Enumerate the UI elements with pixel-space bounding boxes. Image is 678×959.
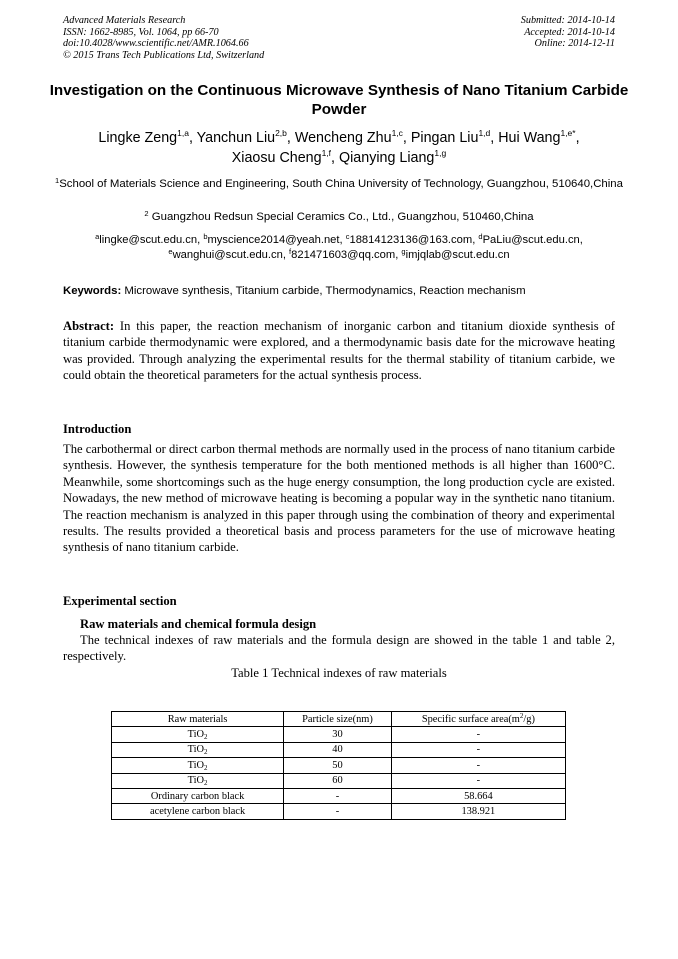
affiliation-text: School of Materials Science and Engineering, South China University of Technology, Guangzhou, 510640,China [59, 178, 623, 190]
email-mark: e [168, 247, 173, 256]
column-header-raw-materials: Raw materials [112, 712, 284, 727]
cell-particle-size: - [284, 788, 392, 803]
affiliation-text: Guangzhou Redsun Special Ceramics Co., Ltd., Guangzhou, 510460,China [151, 211, 534, 223]
author-name: Qianying Liang [339, 150, 435, 166]
material-name: Ordinary carbon black [150, 790, 245, 802]
material-name: TiO [187, 744, 205, 756]
author-name: Lingke Zeng [98, 130, 178, 146]
email-link[interactable]: wanghui@scut.edu.cn [172, 249, 283, 261]
affiliation-mark: 1 [55, 176, 60, 185]
column-header-surface-area [391, 712, 565, 727]
header-superscript: 2 [519, 711, 524, 720]
author-name: Wencheng Zhu [294, 130, 392, 146]
table-header-row [112, 712, 566, 727]
subsection-heading-raw-materials: Raw materials and chemical formula design [80, 617, 317, 631]
cell-material [112, 758, 284, 773]
author-list: Lingke Zeng$^{1,a}$, Yanchun Liu$^{2,b}$, Wencheng Zhu$^{1,c}$, Pingan Liu$^{1,d}$, Hui Wang$^{1,e*}$, Xiaosu Cheng$^{1,f}$, Qianying Liang$^{1,g}$ [98, 128, 580, 166]
cell-particle-size: 60 [284, 773, 392, 788]
cell-surface-area: - [391, 758, 565, 773]
email-mark: a [95, 232, 100, 241]
author-affil-mark: 1,f [321, 148, 332, 158]
cell-surface-area: 138.921 [391, 804, 565, 819]
email-link[interactable]: myscience2014@yeah.net [207, 234, 340, 246]
cell-surface-area: - [391, 742, 565, 757]
journal-info [63, 15, 264, 61]
cell-particle-size: 40 [284, 742, 392, 757]
email-link[interactable]: imjqlab@scut.edu.cn [405, 249, 510, 261]
cell-particle-size: 30 [284, 727, 392, 742]
affiliation-mark: 2 [144, 209, 149, 218]
material-name: TiO [187, 775, 205, 787]
email-link[interactable]: lingke@scut.edu.cn [99, 234, 198, 246]
material-subscript: 2 [204, 763, 208, 772]
material-subscript: 2 [204, 733, 208, 742]
date-online: Online: 2014-12-11 [534, 38, 615, 50]
table-row [112, 758, 566, 773]
material-subscript: 2 [204, 748, 208, 757]
email-mark: f [289, 247, 292, 256]
cell-material [112, 788, 284, 803]
keywords-text: Microwave synthesis, Titanium carbide, Thermodynamics, Reaction mechanism [124, 285, 526, 297]
cell-surface-area: - [391, 727, 565, 742]
column-header-particle-size: Particle size(nm) [284, 712, 392, 727]
keywords-label: Keywords: [63, 285, 122, 297]
material-name: TiO [187, 759, 205, 771]
author-name: Pingan Liu [410, 130, 479, 146]
table-row [112, 727, 566, 742]
table-row [112, 804, 566, 819]
abstract-paragraph [63, 318, 615, 384]
introduction-paragraph: The carbothermal or direct carbon thermal methods are normally used in the process of nano titanium carbide synthesis. However, the synthesis temperature for the both mentioned methods is all higher than 1600°C. Meanwhile, some shortcomings such as the huge energy consumption, the long production cycle are existed. Nowadays, the new method of microwave heating is becoming a popular way in the synthetic nano titanium. The reaction mechanism is analyzed in this paper through using the combination of theory and experimental results. The results provided a theoretical basis and process parameters for the use of microwave heating synthesis of nano titanium carbide. [63, 442, 615, 555]
author-affil-mark: 1,e* [560, 128, 576, 138]
raw-materials-table [111, 711, 566, 820]
submission-dates [521, 15, 615, 50]
cell-particle-size: 50 [284, 758, 392, 773]
author-emails: $^a$lingke@scut.edu.cn, $^b$myscience2014@yeah.net, $^c$18814123136@163.com, $^d$PaLiu@scut.edu.cn, $^e$wanghui@scut.edu.cn, $^f$821471603@qq.com, $^g$imjqlab@scut.edu.cn [95, 232, 583, 261]
email-mark: d [478, 232, 483, 241]
cell-surface-area: 58.664 [391, 788, 565, 803]
cell-material [112, 742, 284, 757]
raw-materials-paragraph: The technical indexes of raw materials and the formula design are showed in the table 1 and table 2, respectively. [63, 633, 615, 664]
author-name: Yanchun Liu [196, 130, 276, 146]
author-affil-mark: 1,d [478, 128, 491, 138]
journal-name: Advanced Materials Research [63, 15, 186, 26]
journal-doi: doi:10.4028/www.scientific.net/AMR.1064.66 [63, 38, 249, 50]
author-affil-mark: 1,c [391, 128, 403, 138]
email-link[interactable]: 18814123136@163.com [349, 234, 473, 246]
cell-material [112, 727, 284, 742]
keywords-line [63, 284, 615, 299]
material-name: TiO [187, 729, 205, 741]
affiliation-2 [40, 210, 638, 225]
section-heading-experimental: Experimental section [63, 594, 177, 608]
email-mark: b [203, 232, 208, 241]
cell-material [112, 773, 284, 788]
material-name: acetylene carbon black [150, 806, 246, 818]
affiliation-1 [40, 177, 638, 192]
author-affil-mark: 1,a [177, 128, 189, 138]
journal-copyright: © 2015 Trans Tech Publications Ltd, Switzerland [63, 49, 265, 61]
email-link[interactable]: PaLiu@scut.edu.cn [482, 234, 580, 246]
abstract-label: Abstract: [63, 319, 115, 333]
table-row [112, 773, 566, 788]
table-row [112, 742, 566, 757]
author-affil-mark: 2,b [275, 128, 287, 138]
author-name: Hui Wang [498, 130, 561, 146]
email-mark: c [345, 232, 350, 241]
table-caption: Table 1 Technical indexes of raw materials [231, 666, 447, 680]
header-text: /g) [523, 713, 535, 725]
table-row [112, 788, 566, 803]
header-text: Specific surface area(m [421, 713, 520, 725]
email-mark: g [401, 247, 406, 256]
cell-particle-size: - [284, 804, 392, 819]
date-accepted: Accepted: 2014-10-14 [524, 26, 615, 38]
date-submitted: Submitted: 2014-10-14 [520, 15, 615, 26]
cell-surface-area: - [391, 773, 565, 788]
author-affil-mark: 1,g [434, 148, 447, 158]
paper-title: Investigation on the Continuous Microwave Synthesis of Nano Titanium Carbide Powder [49, 82, 629, 118]
abstract-text: In this paper, the reaction mechanism of inorganic carbon and titanium dioxide synthesis of titanium carbide thermodynamic were explored, and a thermodynamic basis date for the microwave heating was provided. Through analyzing the experimental results for the thermal stability of titanium carbide, we could obtain the theoretical parameters for the actual synthesis process. [63, 319, 615, 383]
cell-material [112, 804, 284, 819]
author-name: Xiaosu Cheng [231, 150, 322, 166]
material-subscript: 2 [204, 779, 208, 788]
email-link[interactable]: 821471603@qq.com [291, 249, 396, 261]
section-heading-introduction: Introduction [63, 422, 132, 436]
journal-issn: ISSN: 1662-8985, Vol. 1064, pp 66-70 [63, 26, 219, 38]
